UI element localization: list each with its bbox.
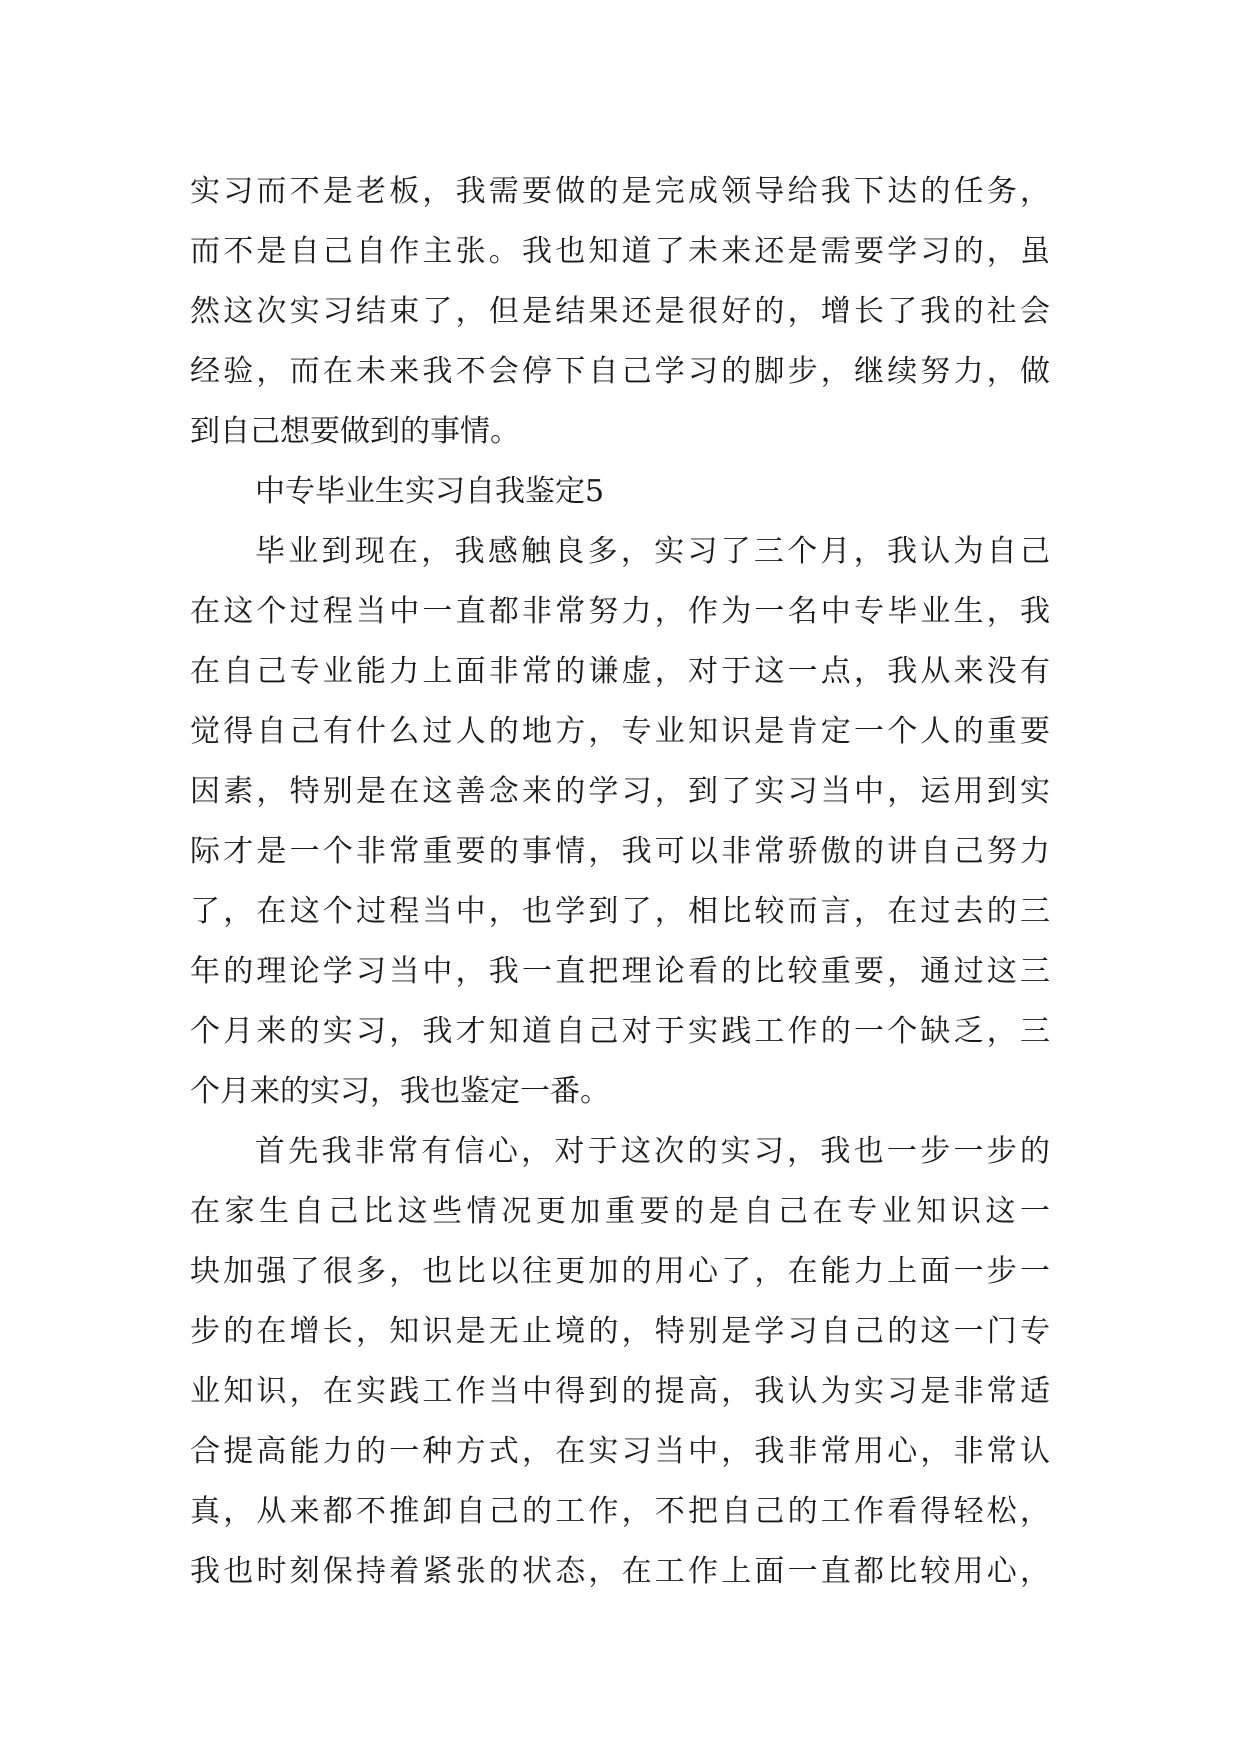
paragraph-3-line: 合提高能力的一种方式，在实习当中，我非常用心，非常认 bbox=[190, 1434, 1050, 1469]
paragraph-3-line: 步的在增长，知识是无止境的，特别是学习自己的这一门专 bbox=[190, 1314, 1050, 1349]
paragraph-2-line: 际才是一个非常重要的事情，我可以非常骄傲的讲自己努力 bbox=[190, 834, 1050, 869]
paragraph-2-line-last: 个月来的实习，我也鉴定一番。 bbox=[190, 1074, 610, 1109]
section-heading: 中专毕业生实习自我鉴定5 bbox=[255, 474, 605, 509]
paragraph-3-line: 真，从来都不推卸自己的工作，不把自己的工作看得轻松， bbox=[190, 1494, 1050, 1529]
paragraph-2-line: 了，在这个过程当中，也学到了，相比较而言，在过去的三 bbox=[190, 894, 1050, 929]
paragraph-1-line-last: 到自己想要做到的事情。 bbox=[190, 414, 520, 449]
paragraph-2-line: 觉得自己有什么过人的地方，专业知识是肯定一个人的重要 bbox=[190, 714, 1050, 749]
paragraph-3-line: 在家生自己比这些情况更加重要的是自己在专业知识这一 bbox=[190, 1194, 1050, 1229]
paragraph-1-line: 然这次实习结束了，但是结果还是很好的，增长了我的社会 bbox=[190, 294, 1050, 329]
paragraph-1-line: 实习而不是老板，我需要做的是完成领导给我下达的任务， bbox=[190, 174, 1050, 209]
paragraph-2-line: 在自己专业能力上面非常的谦虚，对于这一点，我从来没有 bbox=[190, 654, 1050, 689]
paragraph-2-line: 因素，特别是在这善念来的学习，到了实习当中，运用到实 bbox=[190, 774, 1050, 809]
paragraph-3-first-line: 首先我非常有信心，对于这次的实习，我也一步一步的 bbox=[255, 1134, 1050, 1169]
paragraph-2-line: 个月来的实习，我才知道自己对于实践工作的一个缺乏，三 bbox=[190, 1014, 1050, 1049]
paragraph-2-line: 年的理论学习当中，我一直把理论看的比较重要，通过这三 bbox=[190, 954, 1050, 989]
paragraph-2-first-line: 毕业到现在，我感触良多，实习了三个月，我认为自己 bbox=[255, 534, 1050, 569]
paragraph-1-line: 经验，而在未来我不会停下自己学习的脚步，继续努力，做 bbox=[190, 354, 1050, 389]
paragraph-3-line: 业知识，在实践工作当中得到的提高，我认为实习是非常适 bbox=[190, 1374, 1050, 1409]
paragraph-1-line: 而不是自己自作主张。我也知道了未来还是需要学习的，虽 bbox=[190, 234, 1050, 269]
paragraph-3-line: 我也时刻保持着紧张的状态，在工作上面一直都比较用心， bbox=[190, 1554, 1050, 1589]
paragraph-3-line: 块加强了很多，也比以往更加的用心了，在能力上面一步一 bbox=[190, 1254, 1050, 1289]
paragraph-2-line: 在这个过程当中一直都非常努力，作为一名中专毕业生，我 bbox=[190, 594, 1050, 629]
document-body bbox=[190, 162, 1050, 1602]
